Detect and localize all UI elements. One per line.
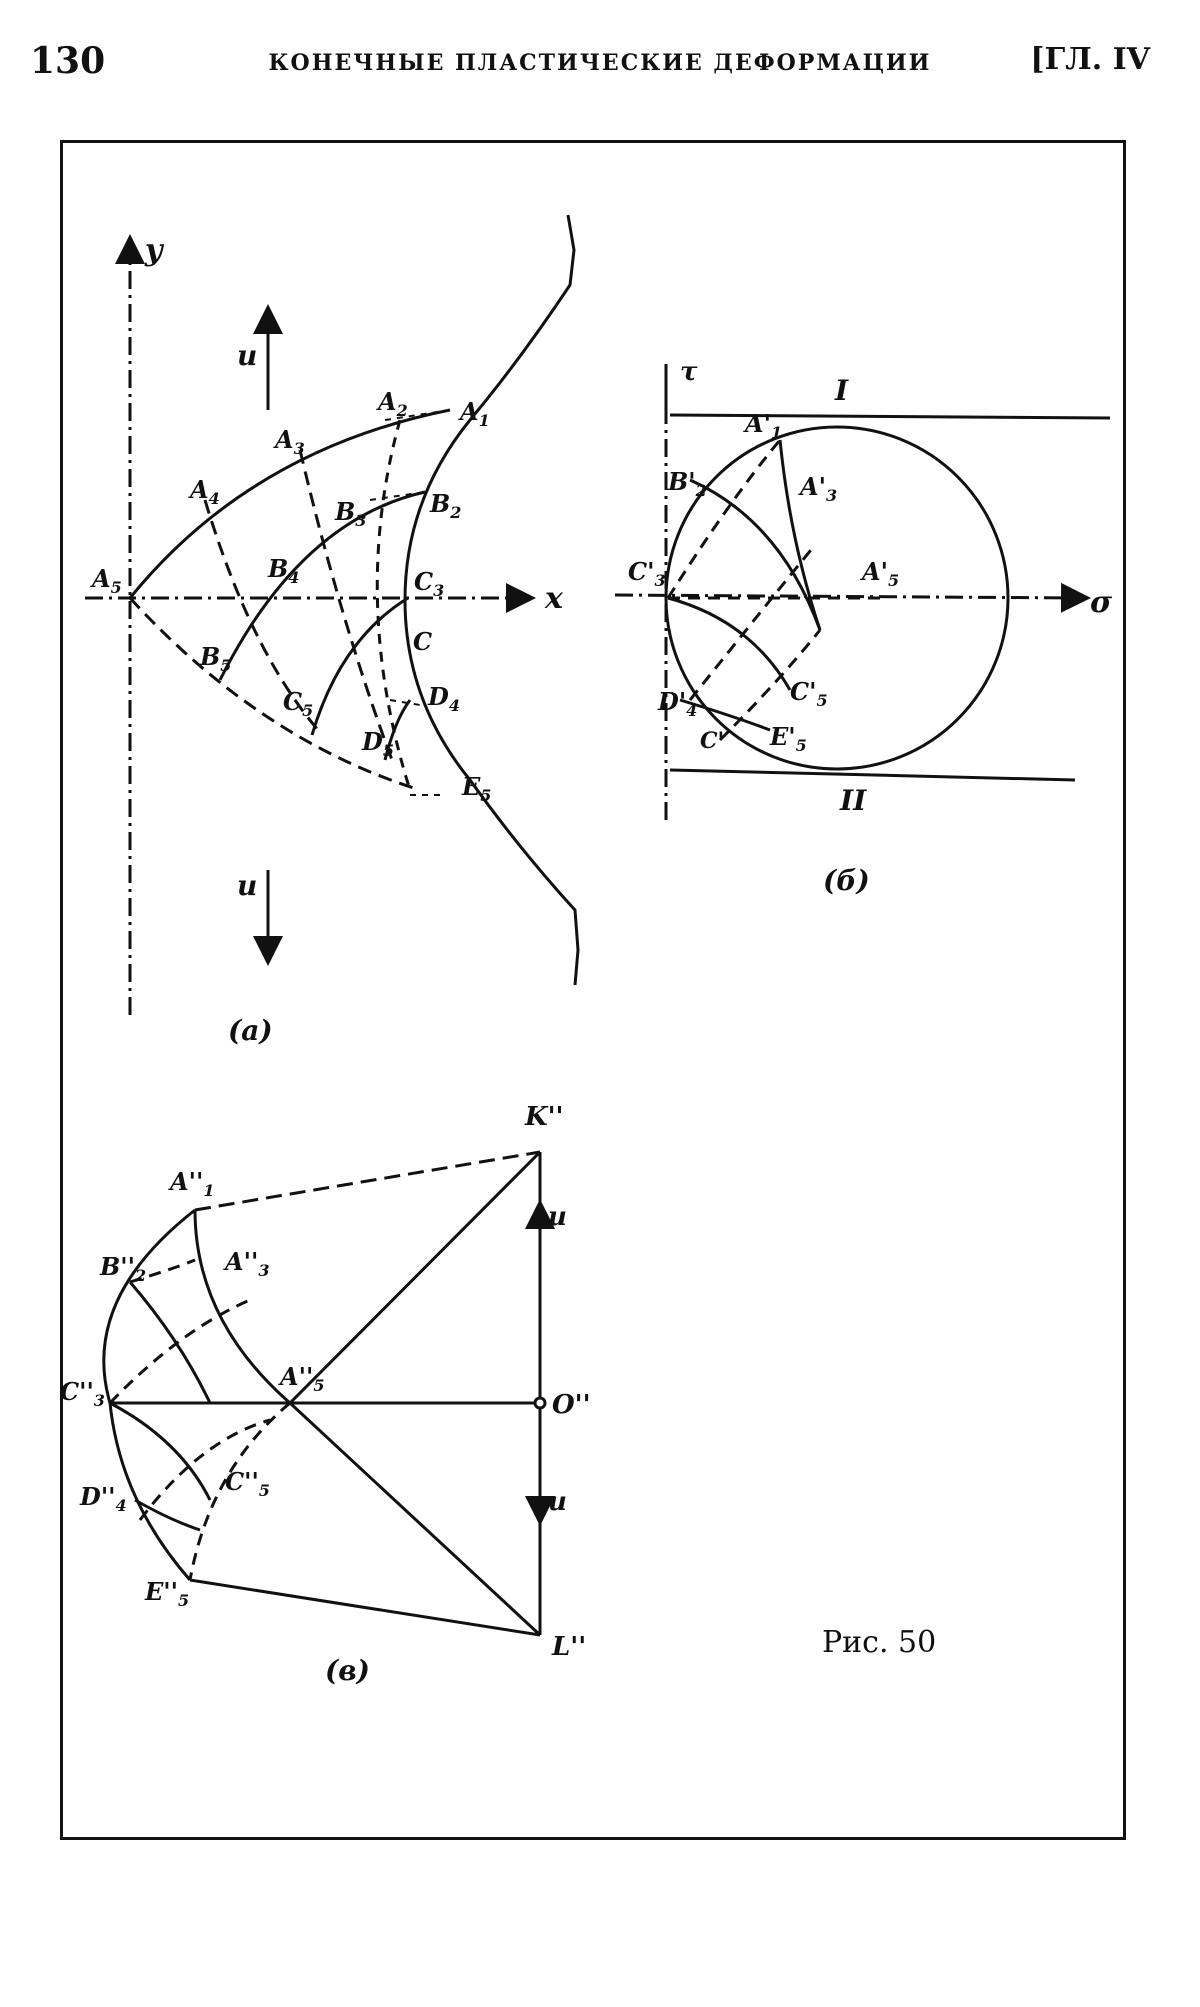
panel-a-label: (а) bbox=[228, 1014, 273, 1047]
label-a5-prime: $A'_5$ bbox=[862, 557, 900, 590]
label-b3: $B_3$ bbox=[335, 497, 367, 530]
label-d4: $D_4$ bbox=[428, 682, 460, 715]
label-d5: $D_5$ bbox=[362, 727, 394, 760]
label-e5-prime: $E'_5$ bbox=[770, 722, 807, 755]
panel-b-line-i-label: I bbox=[835, 374, 849, 407]
label-a4: $A_4$ bbox=[190, 475, 220, 508]
label-a2: $A_2$ bbox=[378, 387, 408, 420]
panel-a-velocity-down-label: u bbox=[237, 869, 258, 902]
panel-c-labels bbox=[60, 1102, 591, 1687]
label-a3-prime: $A'_3$ bbox=[800, 472, 838, 505]
label-c5-prime: $C'_5$ bbox=[790, 677, 828, 710]
page-number: 130 bbox=[30, 40, 106, 82]
label-b4: $B_4$ bbox=[268, 554, 300, 587]
tangent-line-ii bbox=[670, 770, 1075, 780]
label-a1-prime: $A'_1$ bbox=[745, 409, 783, 442]
label-o: O'' bbox=[552, 1390, 591, 1420]
label-d4-prime: $D'_4$ bbox=[658, 687, 698, 720]
panel-a-velocity-up-label: u bbox=[237, 339, 258, 372]
label-a3: $A_3$ bbox=[275, 425, 305, 458]
panel-c-velocity-top-label: u bbox=[548, 1202, 567, 1232]
label-e5-dprime: $E''_5$ bbox=[145, 1577, 190, 1610]
net-solid-4 bbox=[780, 440, 820, 630]
label-b2: $B_2$ bbox=[430, 489, 462, 522]
panel-b-sigma-label: σ bbox=[1090, 585, 1113, 620]
panel-a-x-label: x bbox=[545, 581, 563, 616]
label-a3-dprime: $A''_3$ bbox=[225, 1247, 270, 1280]
panel-a bbox=[85, 215, 578, 1015]
label-b5: $B_5$ bbox=[200, 642, 232, 675]
chapter-reference: [ГЛ. IV bbox=[1030, 42, 1150, 77]
label-e5: $E_5$ bbox=[462, 772, 492, 805]
label-c5: $C_5$ bbox=[283, 687, 314, 720]
panel-a-labels bbox=[90, 233, 564, 1047]
label-c3-prime: $C'_3$ bbox=[628, 557, 666, 590]
panel-b-line-ii-label: II bbox=[840, 784, 867, 817]
label-b2-dprime: $B''_2$ bbox=[100, 1252, 147, 1285]
panel-c-velocity-bottom-label: u bbox=[548, 1487, 567, 1517]
slip-line-a5-e5 bbox=[130, 598, 420, 790]
label-a1: $A_1$ bbox=[460, 397, 490, 430]
label-b2-prime: $B'_2$ bbox=[668, 467, 707, 500]
label-c3: $C_3$ bbox=[414, 567, 445, 600]
panel-b-point-c-label: C' bbox=[700, 728, 725, 754]
label-d4-dprime: $D''_4$ bbox=[80, 1482, 127, 1515]
panel-c-label: (в) bbox=[325, 1654, 370, 1687]
net-c-solid-2 bbox=[110, 1403, 210, 1500]
panel-b-label: (б) bbox=[823, 864, 870, 897]
panel-a-y-label: y bbox=[145, 233, 163, 268]
diagonal-k-a5 bbox=[290, 1152, 540, 1403]
inner-arc-a1-a5 bbox=[195, 1210, 290, 1403]
tangent-line-i bbox=[670, 415, 1110, 418]
slip-line-b5-b2 bbox=[220, 492, 425, 680]
panel-b-tau-label: τ bbox=[680, 357, 698, 387]
label-a5-dprime: $A''_5$ bbox=[280, 1362, 325, 1395]
running-title: КОНЕЧНЫЕ ПЛАСТИЧЕСКИЕ ДЕФОРМАЦИИ bbox=[268, 50, 932, 76]
net-solid-1 bbox=[690, 480, 820, 630]
line-a1-k bbox=[195, 1152, 540, 1210]
panel-b bbox=[615, 360, 1110, 820]
label-c3-dprime: $C''_3$ bbox=[60, 1377, 105, 1410]
label-c5-dprime: $C''_5$ bbox=[225, 1467, 270, 1500]
label-k: K'' bbox=[525, 1102, 564, 1132]
figure-caption: Рис. 50 bbox=[822, 1625, 937, 1660]
label-a5: $A_5$ bbox=[92, 564, 122, 597]
label-a1-dprime: $A''_1$ bbox=[170, 1167, 215, 1200]
panel-b-labels bbox=[628, 357, 1113, 897]
label-l: L'' bbox=[552, 1632, 587, 1662]
net-c-solid-1 bbox=[130, 1282, 210, 1403]
panel-a-point-c-label: C bbox=[413, 627, 433, 656]
point-o-marker bbox=[535, 1398, 545, 1408]
